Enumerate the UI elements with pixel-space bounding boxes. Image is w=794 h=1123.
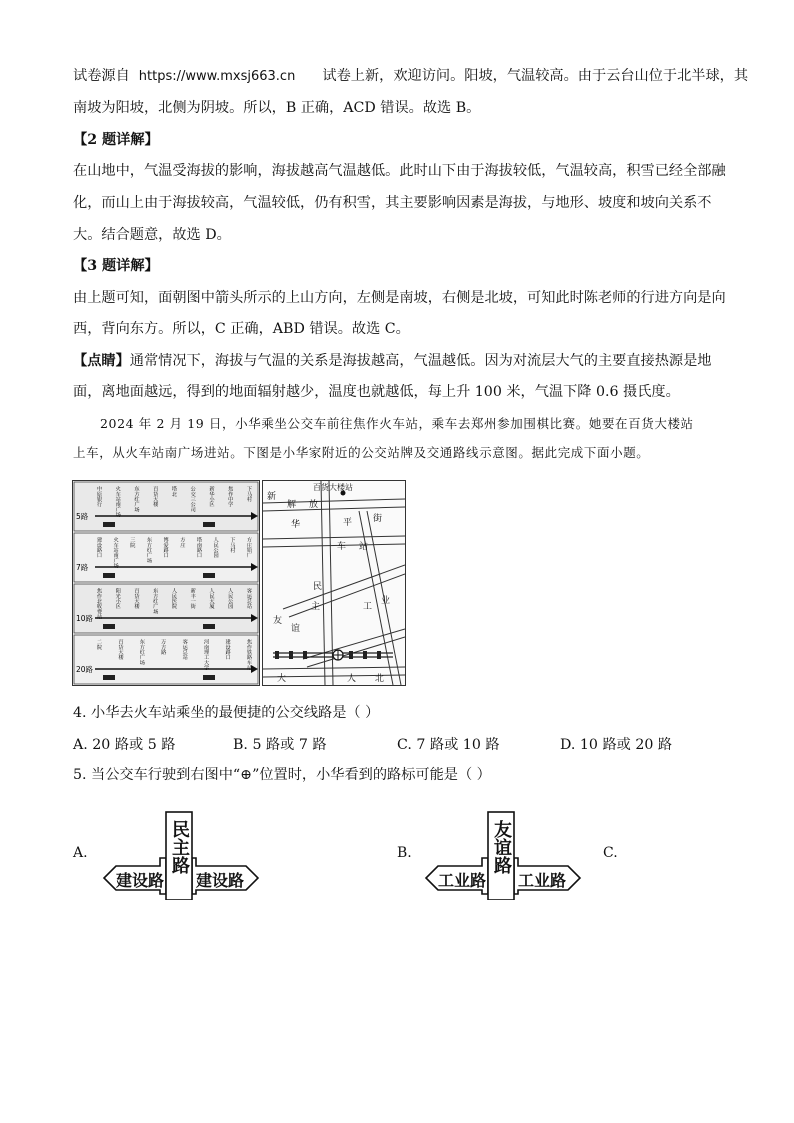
bus-stop-name: 中原银行 xyxy=(96,486,102,507)
material-line-2: 上车，从火车站南广场进站。下图是小华家附近的公交站牌及交通路线示意图。据此完成下面小题。 xyxy=(73,445,650,460)
bus-stop-name: 新丰一街 xyxy=(189,588,196,609)
road-map-figure xyxy=(262,480,406,686)
bus-stop-name: 客运总站 xyxy=(246,588,252,609)
sign-b-vertical: 友谊路 xyxy=(491,820,512,874)
sign-b-right: 工业路 xyxy=(518,871,567,890)
q3-line-1: 由上题可知，面朝图中箭头所示的上山方向，左侧是南坡，右侧是北坡，可知此时陈老师的行进方向是向 xyxy=(73,290,726,306)
map-label-gong: 工 xyxy=(363,602,373,612)
bus-stop-name: 百货大楼 xyxy=(152,486,159,507)
map-label-che: 车 xyxy=(337,542,347,552)
map-label-zhu: 主 xyxy=(311,602,321,612)
sign-a-right: 建设路 xyxy=(196,871,245,890)
map-label-fang: 放 xyxy=(309,500,319,510)
map-label-bei: 北 xyxy=(375,674,385,684)
bus-stop-name: 东方红广场 xyxy=(138,639,145,665)
q4-option-c[interactable]: C. 7 路或 10 路 xyxy=(397,737,500,753)
bus-stop-name: 博爱路口 xyxy=(162,537,169,558)
map-label-ren: 人 xyxy=(347,674,357,684)
bus-stop-name: 人民公园 xyxy=(212,537,219,558)
bus-stop-name: 二院 xyxy=(96,639,102,650)
bus-stop-name: 建设路口 xyxy=(224,639,231,660)
map-label-zhan: 站 xyxy=(359,542,369,552)
bus-stop-name: 新华小区 xyxy=(208,486,215,507)
bus-stop-name: 客运总站 xyxy=(181,639,188,660)
bus-stop-name: 人民公园 xyxy=(227,588,234,609)
bus-stop-name: 塔南路口 xyxy=(196,537,202,558)
bus-stop-name: 焦作铁路车站 xyxy=(246,639,252,671)
bus-stop-name: 方庄 xyxy=(179,537,186,548)
q2-heading: 【2 题详解】 xyxy=(73,132,159,148)
map-label-hua: 华 xyxy=(291,520,301,530)
bus-stop-name: 河南理工大学 xyxy=(203,639,210,671)
tip-line-1 xyxy=(73,351,711,371)
bus-stop-name: 三院 xyxy=(129,537,136,548)
q4-option-d[interactable]: D. 10 路或 20 路 xyxy=(560,737,673,753)
para1-line2: 南坡为阳坡，北侧为阴坡。所以，B 正确，ACD 错误。故选 B。 xyxy=(73,100,481,116)
bus-icon xyxy=(103,624,115,629)
bus-stop-name: 公交三公司 xyxy=(189,486,196,512)
material-line-1: 2024 年 2 月 19 日，小华乘坐公交车前往焦作火车站，乘车去郑州参加围棋比赛。她要在百货大楼站 xyxy=(100,416,694,431)
sign-a-left: 建设路 xyxy=(116,871,165,890)
map-label-jie2: 街 xyxy=(373,514,383,524)
bus-stop-name: 建设路口 xyxy=(96,537,102,558)
bus-stop-name: 焦作中学 xyxy=(227,486,234,507)
bus-icon xyxy=(203,675,215,680)
bus-icon xyxy=(103,675,115,680)
bus-stop-name: 东方红广场 xyxy=(146,537,152,563)
q2-line-2: 化，而山上由于海拔较高，气温较低，仍有积雪，其主要影响因素是海拔，与地形、坡度和坡向关系不 xyxy=(73,195,712,211)
map-label-da: 大 xyxy=(277,674,287,684)
q4-option-a[interactable]: A. 20 路或 5 路 xyxy=(73,737,176,753)
map-label-xin: 新 xyxy=(267,492,277,502)
road-sign-b[interactable] xyxy=(422,810,584,900)
bus-stop-name: 人民大厦 xyxy=(208,588,215,609)
bus-stop-name: 百货大楼 xyxy=(133,588,140,609)
q2-line-1: 在山地中，气温受海拔的影响，海拔越高气温越低。此时山下由于海拔较低，气温较高，积雪已经全部融 xyxy=(73,163,726,179)
tip-line-2: 面，离地面越远，得到的地面辐射越少，温度也就越低，每上升 100 米，气温下降 0.6 摄氏度。 xyxy=(73,384,680,400)
road-map-svg xyxy=(263,481,405,685)
bus-route-name: 10路 xyxy=(76,614,94,623)
map-title: 百货大楼站 xyxy=(313,483,353,492)
header-line xyxy=(73,66,748,87)
sign-b-left: 工业路 xyxy=(438,871,487,890)
bus-stop-board-figure xyxy=(72,480,260,686)
q4-stem: 4. 小华去火车站乘坐的最便捷的公交线路是（ ） xyxy=(73,705,380,721)
bus-stop-name: 百货大楼 xyxy=(117,639,124,660)
road-sign-a[interactable] xyxy=(100,810,262,900)
bus-stop-name: 火车站南广场 xyxy=(114,486,121,518)
bus-stop-name: 方庄铅厂 xyxy=(246,537,252,558)
bus-route-name: 5路 xyxy=(76,512,89,521)
q5-option-c-label[interactable]: C. xyxy=(603,845,618,861)
bus-icon xyxy=(203,624,215,629)
source-url[interactable]: https://www.mxsj663.cn xyxy=(138,69,296,84)
bus-stop-name: 焦作北收费站 xyxy=(96,588,102,620)
tip-label: 【点睛】 xyxy=(73,353,130,369)
q5-stem: 5. 当公交车行驶到右图中“⊕”位置时，小华看到的路标可能是（ ） xyxy=(73,767,491,783)
source-label: 试卷源自 xyxy=(73,68,130,84)
bus-stop-name: 火车站南广场 xyxy=(112,537,119,569)
header-text: 试卷上新，欢迎访问。阳坡，气温较高。由于云台山位于北半球，其 xyxy=(322,68,749,84)
q4-option-b[interactable]: B. 5 路或 7 路 xyxy=(233,737,327,753)
map-label-you: 友 xyxy=(273,616,283,626)
map-label-jie: 解 xyxy=(287,500,297,510)
map-label-min: 民 xyxy=(313,582,323,592)
map-label-ping: 平 xyxy=(343,518,353,528)
sign-a-vertical: 民主路 xyxy=(169,820,190,874)
bus-icon xyxy=(203,522,215,527)
map-label-ye: 业 xyxy=(381,596,391,606)
bus-stop-name: 人民医院 xyxy=(171,588,177,609)
bus-stop-name: 下马村 xyxy=(229,537,236,553)
q2-line-3: 大。结合题意，故选 D。 xyxy=(73,227,231,243)
bus-board-svg xyxy=(73,481,259,685)
tip-text-1: 通常情况下，海拔与气温的关系是海拔越高，气温越低。因为对流层大气的主要直接热源是地 xyxy=(129,353,712,369)
bus-icon xyxy=(203,573,215,578)
bus-icon xyxy=(103,573,115,578)
bus-route-name: 7路 xyxy=(76,563,89,572)
bus-stop-name: 东方红广场 xyxy=(133,486,140,512)
q3-heading: 【3 题详解】 xyxy=(73,258,159,274)
bus-stop-name: 万方路 xyxy=(160,639,167,655)
bus-stop-name: 东方红广场 xyxy=(152,588,159,614)
q3-line-2: 西，背向东方。所以，C 正确，ABD 错误。故选 C。 xyxy=(73,321,410,337)
q5-option-a-label[interactable]: A. xyxy=(73,845,88,861)
map-label-yi: 谊 xyxy=(291,624,301,634)
bus-route-name: 20路 xyxy=(76,665,94,674)
bus-stop-name: 阳光小区 xyxy=(114,588,121,609)
bus-stop-name: 塔北 xyxy=(171,486,177,497)
bus-stop-name: 下马村 xyxy=(246,486,252,502)
q5-option-b-label[interactable]: B. xyxy=(397,845,412,861)
bus-icon xyxy=(103,522,115,527)
